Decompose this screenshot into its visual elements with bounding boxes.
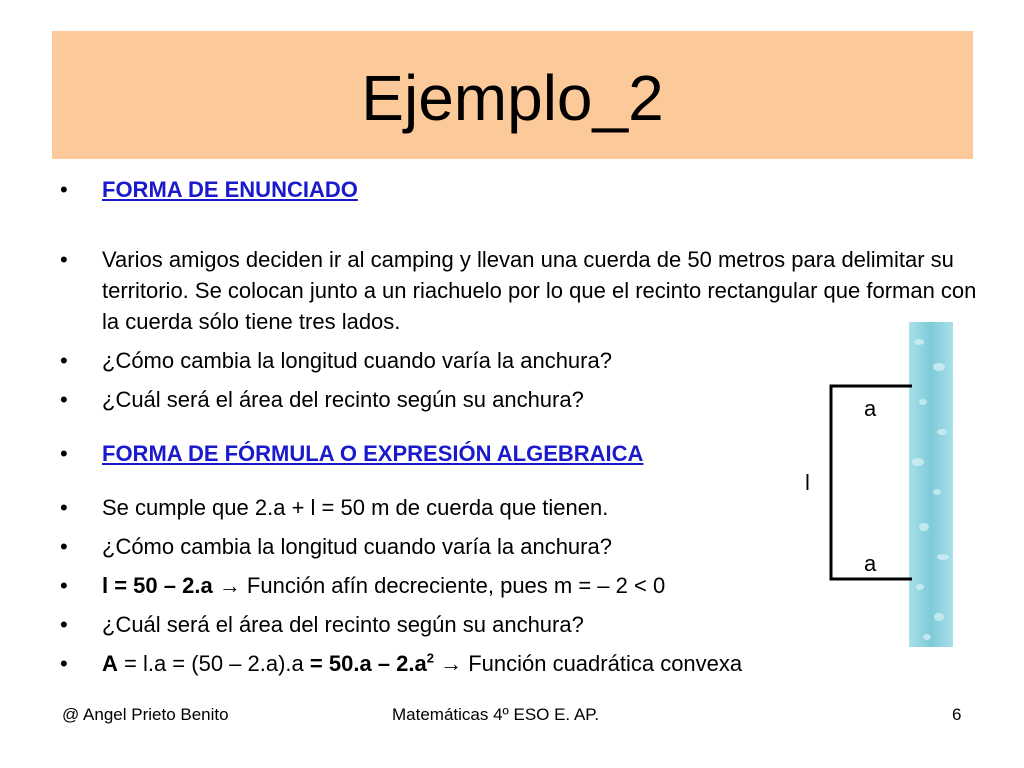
- list-item: • ¿Cómo cambia la longitud cuando varía la anchura?: [60, 534, 612, 559]
- length-label: l: [805, 470, 810, 495]
- formula-length: l = 50 – 2.a: [102, 573, 213, 598]
- constraint-statement: Se cumple que 2.a + l = 50 m de cuerda que tienen.: [102, 495, 609, 520]
- footer-author: @ Angel Prieto Benito: [62, 705, 229, 724]
- formula-length-note: → Función afín decreciente, pues m = – 2 < 0: [212, 573, 666, 598]
- question-length: ¿Cómo cambia la longitud cuando varía la anchura?: [102, 348, 612, 373]
- heading-formula-link[interactable]: FORMA DE FÓRMULA O EXPRESIÓN ALGEBRAICA: [102, 441, 644, 466]
- list-item: • Varios amigos deciden ir al camping y llevan una cuerda de 50 metros para delimitar su territorio. Se colocan junto a un riachuelo por lo que el recinto rectangular que forman con la cuerda sólo tiene tres lados.: [60, 247, 977, 334]
- formula-area-expansion: = l.a = (50 – 2.a).a: [117, 651, 310, 676]
- formula-area-symbol: A: [102, 651, 118, 676]
- title-band: [52, 31, 973, 159]
- formula-area-result: = 50.a – 2.a: [309, 651, 427, 676]
- bottom-width-label: a: [864, 551, 877, 576]
- list-item: • ¿Cuál será el área del recinto según su anchura?: [60, 612, 584, 637]
- question-length-2: ¿Cómo cambia la longitud cuando varía la anchura?: [102, 534, 612, 559]
- formula-area-note: → Función cuadrática convexa: [433, 651, 743, 676]
- top-width-label: a: [864, 396, 877, 421]
- list-item: • Se cumple que 2.a + l = 50 m de cuerda que tienen.: [60, 495, 609, 520]
- page-title: Ejemplo_2: [361, 62, 664, 134]
- heading-enunciado-link[interactable]: FORMA DE ENUNCIADO: [102, 177, 358, 202]
- page-number: 6: [952, 705, 962, 724]
- list-item: • FORMA DE ENUNCIADO: [60, 177, 358, 202]
- question-area: ¿Cuál será el área del recinto según su anchura?: [102, 387, 584, 412]
- question-area-2: ¿Cuál será el área del recinto según su anchura?: [102, 612, 584, 637]
- footer-course: Matemáticas 4º ESO E. AP.: [392, 705, 600, 724]
- problem-statement: Varios amigos deciden ir al camping y llevan una cuerda de 50 metros para delimitar su territorio. Se colocan junto a un riachuelo por lo que el recinto rectangular que forman con la cuerda sólo tiene tres lados.: [102, 247, 977, 334]
- list-item: • ¿Cuál será el área del recinto según su anchura?: [60, 387, 584, 412]
- list-item: • l = 50 – 2.a → Función afín decreciente, pues m = – 2 < 0: [60, 573, 666, 598]
- list-item: • ¿Cómo cambia la longitud cuando varía la anchura?: [60, 348, 612, 373]
- formula-area-exponent: 2: [426, 650, 434, 666]
- list-item: • $A = l.a = (50 - 2.a).a = 50.a - 2.a^2$ → Función cuadrática convexa: [60, 650, 743, 676]
- list-item: • FORMA DE FÓRMULA O EXPRESIÓN ALGEBRAICA: [60, 441, 644, 466]
